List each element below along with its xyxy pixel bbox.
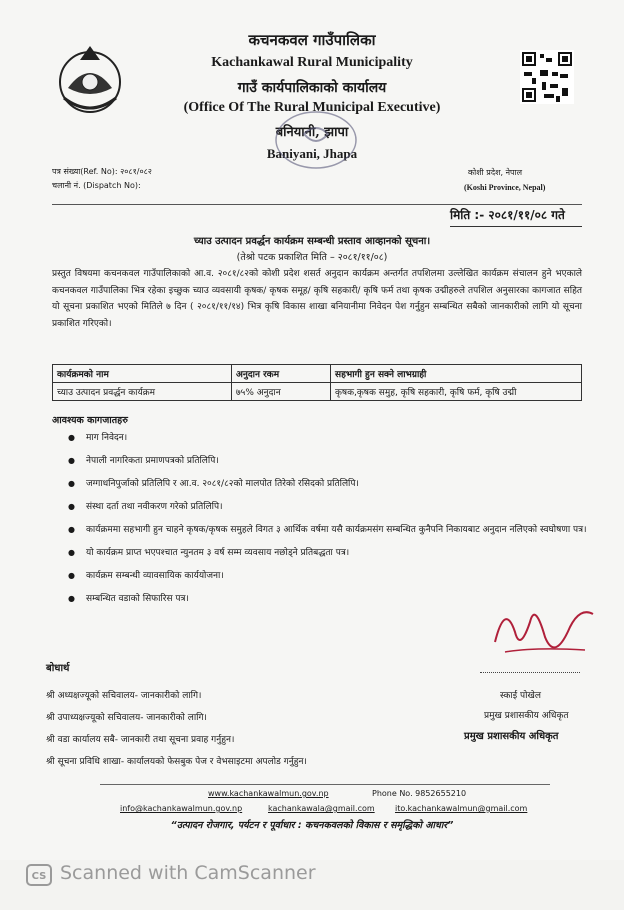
signatory-name: स्काई पोखेल [500, 691, 541, 701]
header-location-np: बनियानी, झापा [275, 125, 349, 140]
documents-list [68, 430, 588, 614]
table-cell-beneficiaries: कृषक,कृषक समुह, कृषि सहकारी, कृषि फर्म, कृषि उद्मी [331, 383, 582, 401]
header-office-en: (Office Of The Rural Municipal Executive) [183, 100, 441, 115]
svg-text:CS: CS [31, 871, 47, 882]
notice-body: प्रस्तुत विषयमा कचनकवल गाउँपालिकाको आ.व. २०८१/८२को कोशी प्रदेश शसर्त अनुदान कार्यक्रम अन्तर्गत तपशिलमा उल्लेखित कार्यक्रम संचालन हुने भएकाले कचनकवल गाउँपालिका भित्र रहेका इच्छुक च्याउ व्यवसायी कृषक/ कृषक समूह/ कृषि सहकारी/ कृषि फर्म तथा कृषक उद्मीहरुले तपशिल अनुसारका कागजात सहित यो सूचना प्रकाशित भएको मितिले ७ दिन ( २०८१/११/१४) भित्र कृषि विकास शाखा बनियानीमा निवेदन पेश गर्नुहुन सम्बन्धित सबैको जानकारीको लागि यो सूचना प्रकाशित गरिएको। [52, 269, 582, 329]
list-item: ● नेपाली नागरिकता प्रमाणपत्रको प्रतिलिपि। [68, 453, 588, 469]
list-item: ● माग निवेदन। [68, 430, 588, 446]
table-cell-grant: ७५% अनुदान [232, 383, 331, 401]
cc-item: श्री अध्यक्षज्यूको सचिवालय- जानकारीको लागि। [46, 691, 202, 701]
list-item: ● जग्गाधनिपुर्जाको प्रतिलिपि र आ.व. २०८१/८२को मालपोत तिरेको रसिदको प्रतिलिपि। [68, 476, 588, 492]
footer-slogan: “उत्पादन रोजगार, पर्यटन र पूर्वाधार : कचनकवलको विकास र समृद्धिको आधार” [170, 820, 454, 831]
signature-line [480, 672, 580, 673]
province-en: (Koshi Province, Nepal) [464, 183, 546, 192]
table-header-beneficiaries: सहभागी हुन सक्ने लाभग्राही [331, 365, 582, 383]
footer-phone: Phone No. 9852655210 [372, 789, 467, 798]
footer-email-gmail[interactable]: kachankawala@gmail.com [268, 804, 375, 813]
table-header-program: कार्यक्रमको नाम [53, 365, 232, 383]
reference-number: पत्र संख्या(Ref. No): २०८१/०८२ [52, 167, 152, 176]
header-municipality-en: Kachankawal Rural Municipality [211, 55, 413, 70]
office-stamp-icon [266, 104, 366, 176]
signature-icon [475, 592, 605, 682]
list-item: ● यो कार्यक्रम प्राप्त भएपश्चात न्युनतम ३ वर्ष सम्म व्यवसाय नछोड्ने प्रतिबद्धता पत्र। [68, 545, 588, 561]
documents-heading: आवश्यक कागजातहरु [52, 415, 128, 426]
header-divider [52, 204, 582, 205]
header-location-en: Baniyani, Jhapa [266, 146, 358, 161]
footer-email-info[interactable]: info@kachankawalmun.gov.np [120, 804, 243, 813]
footer-divider [100, 784, 550, 785]
list-item: ● संस्था दर्ता तथा नवीकरण गरेको प्रतिलिपि। [68, 499, 588, 515]
signatory-title-stamp: प्रमुख प्रशासकीय अधिकृत [464, 731, 559, 742]
list-item: ● सम्बन्धित वडाको सिफारिस पत्र। [68, 591, 588, 607]
list-item: ● कार्यक्रममा सहभागी हुन चाहने कृषक/कृषक समुहले विगत ३ आर्थिक वर्षमा यसै कार्यक्रमसंग सम्बन्धित कुनैपनि निकायबाट अनुदान नलिएको स्वघोषणा पत्र। [68, 522, 588, 538]
table-row [53, 383, 582, 401]
cc-item: श्री वडा कार्यालय सबै- जानकारी तथा सूचना प्रवाह गर्नुहुन। [46, 735, 235, 745]
program-table [52, 364, 582, 401]
header-municipality-np: कचनकवल गाउँपालिका [248, 31, 376, 49]
header-office-np: गाउँ कार्यपालिकाको कार्यालय [237, 80, 387, 96]
cc-item: श्री उपाध्यक्षज्यूको सचिवालय- जानकारीको लागि। [46, 713, 207, 723]
province-np: कोशी प्रदेश, नेपाल [468, 168, 523, 177]
notice-subtitle: (तेश्रो पटक प्रकाशित मिति – २०८१/११/०८) [236, 252, 388, 263]
notice-date: मिति :- २०८१/११/०८ गते [450, 206, 582, 227]
table-header-grant: अनुदान रकम [232, 365, 331, 383]
camscanner-logo-icon [26, 864, 52, 886]
table-cell-program: च्याउ उत्पादन प्रवर्द्धन कार्यक्रम [53, 383, 232, 401]
scanner-watermark-text: Scanned with CamScanner [60, 862, 316, 884]
cc-heading: बोधार्थ [46, 663, 70, 674]
notice-title: च्याउ उत्पादन प्रवर्द्धन कार्यक्रम सम्बन्धी प्रस्ताव आव्हानको सूचना। [193, 236, 431, 247]
table-header-row [53, 365, 582, 383]
signatory-title: प्रमुख प्रशासकीय अधिकृत [484, 711, 569, 721]
footer-email-ito[interactable]: ito.kachankawalmun@gmail.com [395, 804, 528, 813]
dispatch-number: चलानी नं. (Dispatch No): [52, 181, 141, 190]
cc-item: श्री सूचना प्रविधि शाखा- कार्यालयको फेसबुक पेज र वेभसाइटमा अपलोड गर्नुहुन। [46, 757, 307, 767]
footer-website-link[interactable]: www.kachankawalmun.gov.np [208, 789, 329, 798]
list-item: ● कार्यक्रम सम्बन्धी व्यावसायिक कार्ययोजना। [68, 568, 588, 584]
